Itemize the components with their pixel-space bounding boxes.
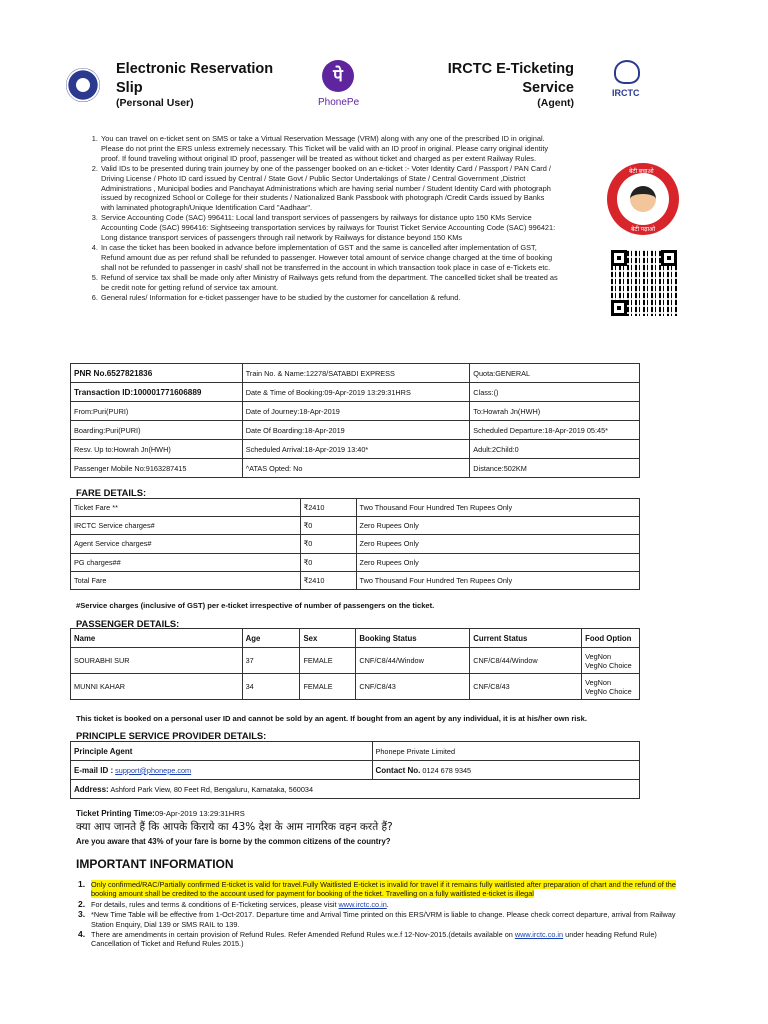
contact-value: 0124 678 9345 — [422, 765, 472, 775]
fare-words: Zero Rupees Only — [356, 517, 639, 535]
fare-amount: ₹0 — [300, 517, 356, 535]
passenger-table — [70, 628, 640, 700]
rule-item: 3. Service Accounting Code (SAC) 996411: Local land transport services of passengers by railways for distance upto 150 KMs Service Accounting Code (SAC) 996416: Sightseeing transportation services by railways for Tourist Ticket Service Accounting Code (SAC) 996421: Long distance transport services of passengers through rail network by Railways for distance beyond 150 KMs — [100, 213, 558, 243]
table-row — [71, 742, 640, 761]
fare-table — [70, 498, 640, 590]
rule-item: 6. General rules/ Information for e-ticket passenger have to be studied by the customer for cancellation & refund. — [100, 293, 558, 303]
service-charge-note: #Service charges (inclusive of GST) per e-ticket irrespective of number of passengers on the ticket. — [76, 601, 435, 610]
passenger-mobile: Passenger Mobile No:9163287415 — [71, 459, 243, 478]
contact-cell — [372, 761, 640, 780]
table-row — [71, 761, 640, 780]
booking-status: CNF/C8/44/Window — [356, 648, 470, 674]
table-row — [71, 383, 640, 402]
rules-list — [88, 134, 558, 302]
food-option: VegNon VegNo Choice — [582, 674, 640, 700]
table-row — [71, 571, 640, 589]
fare-amount: ₹0 — [300, 535, 356, 553]
fare-amount: ₹0 — [300, 553, 356, 571]
fare-amount: ₹2410 — [300, 499, 356, 517]
current-status: CNF/C8/43 — [470, 674, 582, 700]
email-link[interactable]: support@phonepe.com — [115, 765, 192, 775]
boarding-station: Boarding:Puri(PURI) — [71, 421, 243, 440]
fare-label: IRCTC Service charges# — [71, 517, 301, 535]
distance: Distance:502KM — [470, 459, 640, 478]
list-item: 1. Only confirmed/RAC/Partially confirmed E-ticket is valid for travel.Fully Waitlisted E-ticket is invalid for travel if it remains fully waitlisted after preparation of chart and the refund of the booking amount shall be credited to the account used for payment for booking of the ticket. Travelling on a fully waitlisted e-ticket is illegal — [78, 879, 676, 899]
journey-table — [70, 363, 640, 478]
important-heading: IMPORTANT INFORMATION — [76, 857, 234, 871]
list-item: 3. *New Time Table will be effective from 1-Oct-2017. Departure time and Arrival Time printed on this ERS/VRM is liable to change. Please check correct departure, arrival from Railway Station Enquiry, Dial 139 or SMS RAIL to 139. — [78, 909, 676, 929]
passenger-sex: FEMALE — [300, 674, 356, 700]
email-cell — [71, 761, 373, 780]
fare-words: Zero Rupees Only — [356, 535, 639, 553]
irctc-logo-icon — [614, 60, 640, 84]
rule-item: 2. Valid IDs to be presented during train journey by one of the passenger booked on an e-ticket :- Voter Identity Card / Passport / PAN Card / Driving License / Photo ID card issued by Central / State Govt / Public Sector Undertakings of State / Central Government ,District Administrations , Municipal bodies and Panchayat Administrations which are having serial number / Student Identity Card with photograph issued by recognized School or College for their students / Nationalized Bank Passbook with photograph /Credit Cards issued by Banks with laminated photograph/Unique Identification Card "Aadhaar". — [100, 164, 558, 214]
fare-words: Two Thousand Four Hundred Ten Rupees Only — [356, 571, 639, 589]
irctc-title: IRCTC E-Ticketing Service — [447, 61, 574, 96]
resv-upto: Resv. Up to:Howrah Jn(HWH) — [71, 440, 243, 459]
food-option: VegNon VegNo Choice — [582, 648, 640, 674]
badge-bottom-text: बेटी पढ़ाओ — [631, 227, 656, 233]
train-name: Train No. & Name:12278/SATABDI EXPRESS — [242, 364, 470, 383]
table-row — [71, 364, 640, 383]
qr-finder-icon — [611, 300, 627, 316]
fare-label: Total Fare — [71, 571, 301, 589]
girl-face-icon — [630, 186, 656, 212]
address-cell — [71, 780, 640, 799]
current-status: CNF/C8/44/Window — [470, 648, 582, 674]
rule-item: 5. Refund of service tax shall be made only after Ministry of Railways gets refund from the department. The cancelled ticket shall be treated as be credit note for getting refund of service tax amount. — [100, 273, 558, 293]
journey-date: Date of Journey:18-Apr-2019 — [242, 402, 470, 421]
class: Class:() — [470, 383, 640, 402]
ticket-printing-time: Ticket Printing Time:09-Apr-2019 13:29:31HRS — [76, 809, 245, 818]
column-header: Current Status — [470, 629, 582, 648]
list-item: 2. For details, rules and terms & conditions of E-Ticketing services, please visit www.irctc.co.in. — [78, 898, 389, 909]
phonepe-name: PhonePe — [318, 97, 360, 108]
qr-code-icon — [611, 250, 677, 316]
ers-title: Electronic Reservation Slip — [116, 61, 274, 96]
rule-item: 1. You can travel on e-ticket sent on SMS or take a Virtual Reservation Message (VRM) along with any one of the prescribed ID in original. Please do not print the ERS unless extremely necessary. This Ticket will be valid with an ID proof in original. Please carry original identity proof. If found traveling without original ID proof, passenger will be treated as without ticket and charged as per extent Railway Rules. — [100, 134, 558, 164]
table-row — [71, 517, 640, 535]
transaction-id: Transaction ID:100001771606889 — [71, 383, 243, 402]
personal-user-note: This ticket is booked on a personal user ID and cannot be sold by an agent. If bought from an agent by any individual, it is at his/her own risk. — [76, 714, 587, 723]
indian-railways-logo-icon — [66, 68, 100, 102]
list-item: 4. There are amendments in certain provision of Refund Rules. Refer Amended Refund Rules w.e.f 12-Nov-2015.(details available on www.irctc.co.in under heading Refund Rule) Cancellation of Ticket and Refund Rules 2015.) — [78, 929, 657, 949]
irctc-logo-text: IRCTC — [612, 88, 640, 98]
booking-status: CNF/C8/43 — [356, 674, 470, 700]
column-header: Food Option — [582, 629, 640, 648]
boarding-date: Date Of Boarding:18-Apr-2019 — [242, 421, 470, 440]
scheduled-arrival: Scheduled Arrival:18-Apr-2019 13:40* — [242, 440, 470, 459]
passenger-sex: FEMALE — [300, 648, 356, 674]
provider-heading: PRINCIPLE SERVICE PROVIDER DETAILS: — [76, 730, 267, 741]
table-row — [71, 499, 640, 517]
irctc-link[interactable]: www.irctc.co.in — [338, 899, 387, 909]
column-header: Name — [71, 629, 243, 648]
fare-words: Zero Rupees Only — [356, 553, 639, 571]
fare-amount: ₹2410 — [300, 571, 356, 589]
fare-heading: FARE DETAILS: — [76, 487, 147, 498]
email-label: E-mail ID : — [74, 765, 114, 775]
principle-agent-label: Principle Agent — [71, 742, 373, 761]
table-row — [71, 674, 640, 700]
fare-words: Two Thousand Four Hundred Ten Rupees Only — [356, 499, 639, 517]
fare-label: Agent Service charges# — [71, 535, 301, 553]
passenger-heading: PASSENGER DETAILS: — [76, 618, 180, 629]
adult-child: Adult:2Child:0 — [470, 440, 640, 459]
booking-time: Date & Time of Booking:09-Apr-2019 13:29:31HRS — [242, 383, 470, 402]
column-header: Sex — [300, 629, 356, 648]
passenger-name: SOURABHI SUR — [71, 648, 243, 674]
from-station: From:Puri(PURI) — [71, 402, 243, 421]
to-station: To:Howrah Jn(HWH) — [470, 402, 640, 421]
principle-agent-value: Phonepe Private Limited — [372, 742, 640, 761]
table-row — [71, 440, 640, 459]
fare-label: Ticket Fare ** — [71, 499, 301, 517]
address-value: Ashford Park View, 80 Feet Rd, Bengaluru, Karnataka, 560034 — [110, 784, 313, 794]
fare-awareness-question: Are you aware that 43% of your fare is borne by the common citizens of the country? — [76, 837, 391, 846]
table-row — [71, 553, 640, 571]
address-label: Address: — [74, 784, 109, 794]
atas-opted: ^ATAS Opted: No — [242, 459, 470, 478]
irctc-subtitle: (Agent) — [537, 97, 574, 109]
ticket-header — [0, 0, 768, 125]
phonepe-logo-icon: पे — [322, 60, 354, 92]
table-header-row — [71, 629, 640, 648]
passenger-name: MUNNI KAHAR — [71, 674, 243, 700]
hindi-fare-question: क्या आप जानते हैं कि आपके किराये का 43% देश के आम नागरिक वहन करते हैं? — [76, 821, 393, 833]
scheduled-departure: Scheduled Departure:18-Apr-2019 05:45* — [470, 421, 640, 440]
passenger-age: 34 — [242, 674, 300, 700]
irctc-link[interactable]: www.irctc.co.in — [514, 930, 564, 940]
passenger-age: 37 — [242, 648, 300, 674]
qr-finder-icon — [611, 250, 627, 266]
table-row — [71, 535, 640, 553]
important-list — [78, 880, 684, 950]
column-header: Age — [242, 629, 300, 648]
rule-item: 4. In case the ticket has been booked in advance before implementation of GST and the same is cancelled after implementation of GST, Refund amount due as per refund shall be refunded to passenger. However total amount of service change charged at the time of booking shall not be refunded to passenger in cash/ shall not be transferred in the account in which transaction took place in case of e-Tickets etc. — [100, 243, 558, 273]
fare-label: PG charges## — [71, 553, 301, 571]
table-row — [71, 421, 640, 440]
pnr: PNR No.6527821836 — [71, 364, 243, 383]
table-row — [71, 402, 640, 421]
quota: Quota:GENERAL — [470, 364, 640, 383]
column-header: Booking Status — [356, 629, 470, 648]
qr-finder-icon — [661, 250, 677, 266]
table-row — [71, 780, 640, 799]
contact-label: Contact No. — [375, 765, 421, 775]
provider-table — [70, 741, 640, 799]
table-row — [71, 648, 640, 674]
badge-top-text: बेटी बचाओ — [629, 169, 654, 175]
ers-subtitle: (Personal User) — [116, 97, 194, 109]
table-row — [71, 459, 640, 478]
